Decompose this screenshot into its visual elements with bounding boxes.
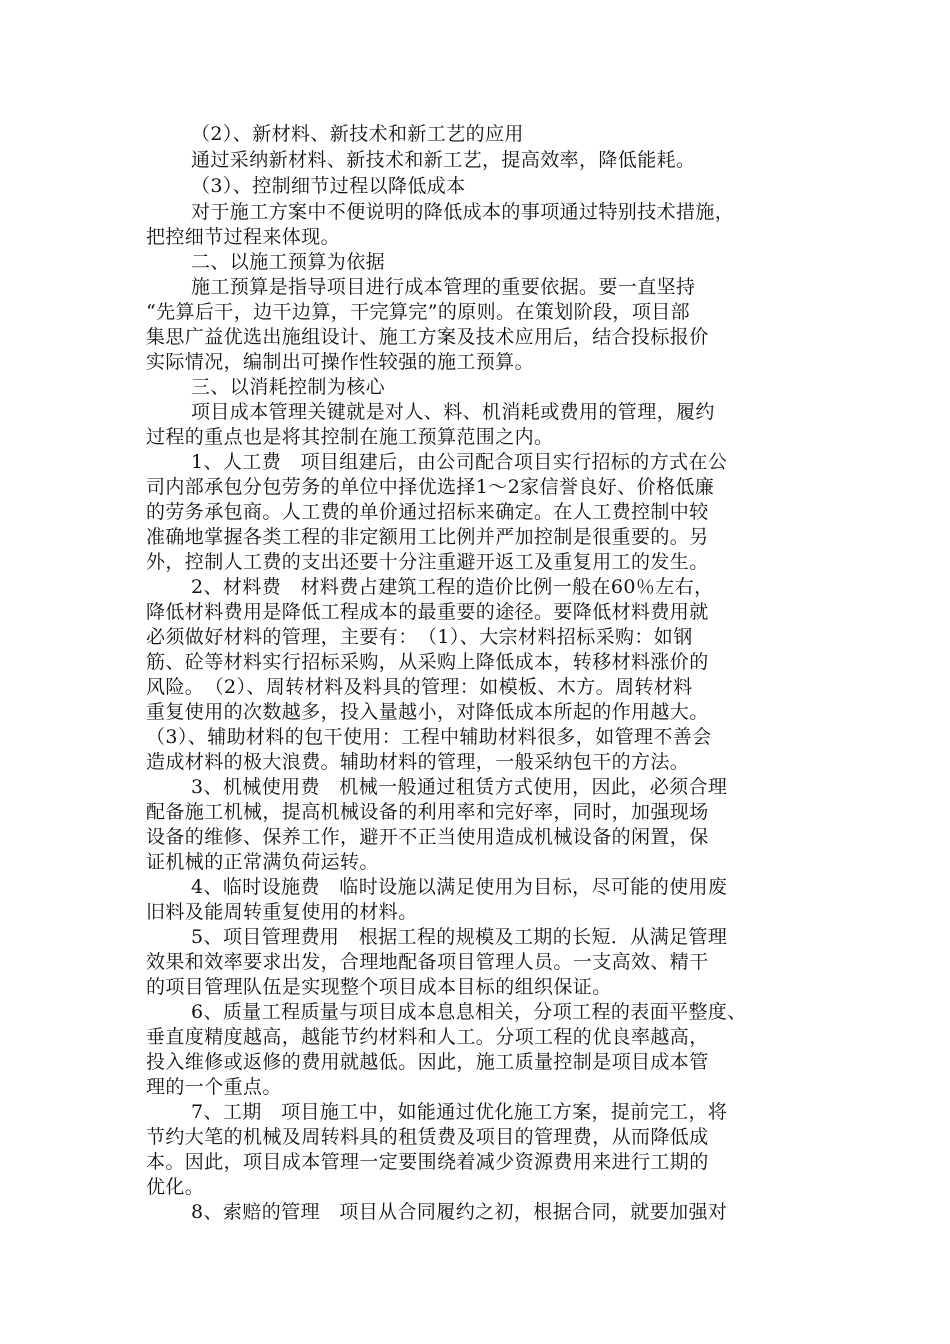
text-line: 把控细节过程来体现。: [146, 226, 341, 248]
text-line: 项目成本管理关键就是对人、料、机消耗或费用的管理，履约: [191, 401, 715, 423]
text-line: 投入维修或返修的费用就越低。因此，施工质量控制是项目成本管: [146, 1051, 709, 1073]
text-line: 过程的重点也是将其控制在施工预算范围之内。: [146, 426, 554, 448]
text-line: 对于施工方案中不便说明的降低成本的事项通过特别技术措施，: [191, 201, 735, 223]
section-heading: 三、以消耗控制为核心: [191, 376, 386, 398]
text-line: 2、材料费 材料费占建筑工程的造价比例一般在60％左右，: [191, 576, 714, 598]
text-line: 垂直度精度越高，越能节约材料和人工。分项工程的优良率越高，: [146, 1026, 709, 1048]
text-line: 5、项目管理费用 根据工程的规模及工期的长短．从满足管理: [191, 926, 728, 948]
text-line: 通过采纳新材料、新技术和新工艺，提高效率，降低能耗。: [191, 149, 696, 171]
text-line: （3）、控制细节过程以降低成本: [191, 175, 466, 197]
text-line: 风险。 （2）、周转材料及料具的管理：如模板、木方。周转材料: [146, 676, 693, 698]
text-line: 4、临时设施费 临时设施以满足使用为目标，尽可能的使用废: [191, 876, 728, 898]
text-line: 证机械的正常满负荷运转。: [146, 851, 379, 873]
text-line: 3、机械使用费 机械一般通过租赁方式使用，因此，必须合理: [191, 776, 728, 798]
text-line: 优化。: [146, 1176, 205, 1198]
text-line: 7、工期 项目施工中，如能通过优化施工方案，提前完工，将: [191, 1101, 728, 1123]
text-line: 造成材料的极大浪费。辅助材料的管理，一般采纳包干的方法。: [146, 751, 690, 773]
text-line: 配备施工机械，提高机械设备的利用率和完好率，同时，加强现场: [146, 801, 709, 823]
text-line: 本。因此，项目成本管理一定要围绕着减少资源费用来进行工期的: [146, 1151, 709, 1173]
text-line: 外，控制人工费的支出还要十分注重避开返工及重复用工的发生。: [146, 551, 709, 573]
text-line: 效果和效率要求出发，合理地配备项目管理人员。一支高效、精干: [146, 951, 709, 973]
text-line: 的项目管理队伍是实现整个项目成本目标的组织保证。: [146, 976, 612, 998]
text-line: 的劳务承包商。人工费的单价通过招标来确定。在人工费控制中较: [146, 501, 709, 523]
text-line: 6、质量工程质量与项目成本息息相关，分项工程的表面平整度、: [191, 1001, 747, 1023]
text-line: 筋、砼等材料实行招标采购，从采购上降低成本，转移材料涨价的: [146, 651, 709, 673]
text-line: （3）、辅助材料的包干使用：工程中辅助材料很多，如管理不善会: [146, 726, 712, 748]
text-line: 司内部承包分包劳务的单位中择优选择1～2家信誉良好、价格低廉: [146, 476, 715, 498]
text-line: 设备的维修、保养工作，避开不正当使用造成机械设备的闲置，保: [146, 826, 709, 848]
text-line: 集思广益优选出施组设计、施工方案及技术应用后，结合投标报价: [146, 326, 709, 348]
text-line: 实际情况，编制出可操作性较强的施工预算。: [146, 351, 535, 373]
text-line: （2）、新材料、新技术和新工艺的应用: [191, 123, 524, 145]
text-line: 降低材料费用是降低工程成本的最重要的途径。要降低材料费用就: [146, 601, 709, 623]
text-line: 8、索赔的管理 项目从合同履约之初，根据合同，就要加强对: [191, 1201, 728, 1223]
text-line: 必须做好材料的管理，主要有： （1）、大宗材料招标采购：如钢: [146, 626, 693, 648]
text-line: 旧料及能周转重复使用的材料。: [146, 901, 418, 923]
text-line: “先算后干，边干边算，干完算完”的原则。在策划阶段，项目部: [146, 301, 691, 323]
text-line: 理的一个重点。: [146, 1076, 282, 1098]
section-heading: 二、以施工预算为依据: [191, 251, 386, 273]
text-line: 准确地掌握各类工程的非定额用工比例并严加控制是很重要的。另: [146, 526, 709, 548]
text-line: 节约大笔的机械及周转料具的租赁费及项目的管理费，从而降低成: [146, 1126, 709, 1148]
text-line: 1、人工费 项目组建后，由公司配合项目实行招标的方式在公: [191, 451, 728, 473]
text-line: 施工预算是指导项目进行成本管理的重要依据。要一直坚持: [191, 276, 696, 298]
text-line: 重复使用的次数越多，投入量越小，对降低成本所起的作用越大。: [146, 701, 709, 723]
